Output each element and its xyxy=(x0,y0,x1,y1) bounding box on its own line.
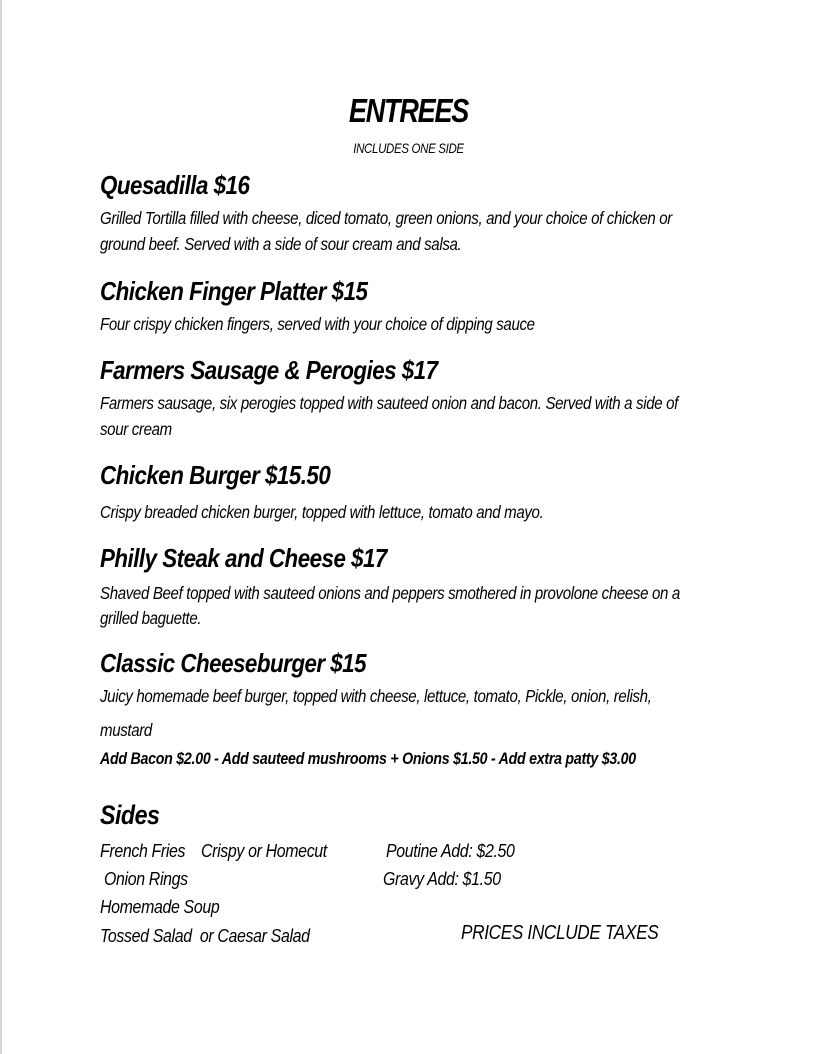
item-name-chicken-finger-platter: Chicken Finger Platter $15 xyxy=(100,276,368,306)
side-onion-rings: Onion Rings xyxy=(104,868,188,889)
item-desc-philly-steak-line2: grilled baguette. xyxy=(100,608,202,628)
side-french-fries-options: Crispy or Homecut xyxy=(201,840,327,861)
side-homemade-soup: Homemade Soup xyxy=(100,896,220,917)
item-name-philly-steak: Philly Steak and Cheese $17 xyxy=(100,543,387,573)
side-salad: Tossed Salad or Caesar Salad xyxy=(100,925,310,946)
item-desc-classic-cheeseburger-line1: Juicy homemade beef burger, topped with cheese, lettuce, tomato, Pickle, onion, relish, xyxy=(100,686,652,706)
prices-include-taxes: PRICES INCLUDE TAXES xyxy=(461,922,659,944)
side-poutine: Poutine Add: $2.50 xyxy=(386,840,515,861)
item-desc-quesadilla-line1: Grilled Tortilla filled with cheese, diced tomato, green onions, and your choice of chicken or xyxy=(100,208,672,228)
item-name-farmers-sausage: Farmers Sausage & Perogies $17 xyxy=(100,355,438,385)
item-desc-quesadilla-line2: ground beef. Served with a side of sour cream and salsa. xyxy=(100,234,462,254)
item-desc-chicken-burger: Crispy breaded chicken burger, topped with lettuce, tomato and mayo. xyxy=(100,502,544,522)
item-desc-philly-steak-line1: Shaved Beef topped with sauteed onions and peppers smothered in provolone cheese on a xyxy=(100,583,680,603)
sides-title: Sides xyxy=(100,800,160,830)
item-desc-farmers-sausage-line2: sour cream xyxy=(100,419,172,439)
item-name-classic-cheeseburger: Classic Cheeseburger $15 xyxy=(100,648,367,678)
item-name-chicken-burger: Chicken Burger $15.50 xyxy=(100,460,331,490)
item-desc-classic-cheeseburger-line2: mustard xyxy=(100,720,152,740)
menu-title: ENTREES xyxy=(348,92,469,129)
side-gravy: Gravy Add: $1.50 xyxy=(383,868,501,889)
menu-subtitle: INCLUDES ONE SIDE xyxy=(353,140,464,156)
item-desc-farmers-sausage-line1: Farmers sausage, six perogies topped with sauteed onion and bacon. Served with a side of xyxy=(100,393,678,413)
cheeseburger-addons: Add Bacon $2.00 - Add sauteed mushrooms + Onions $1.50 - Add extra patty $3.00 xyxy=(100,750,636,768)
item-desc-chicken-finger-platter: Four crispy chicken fingers, served with your choice of dipping sauce xyxy=(100,314,535,334)
item-name-quesadilla: Quesadilla $16 xyxy=(100,170,250,200)
side-french-fries: French Fries xyxy=(100,840,186,861)
